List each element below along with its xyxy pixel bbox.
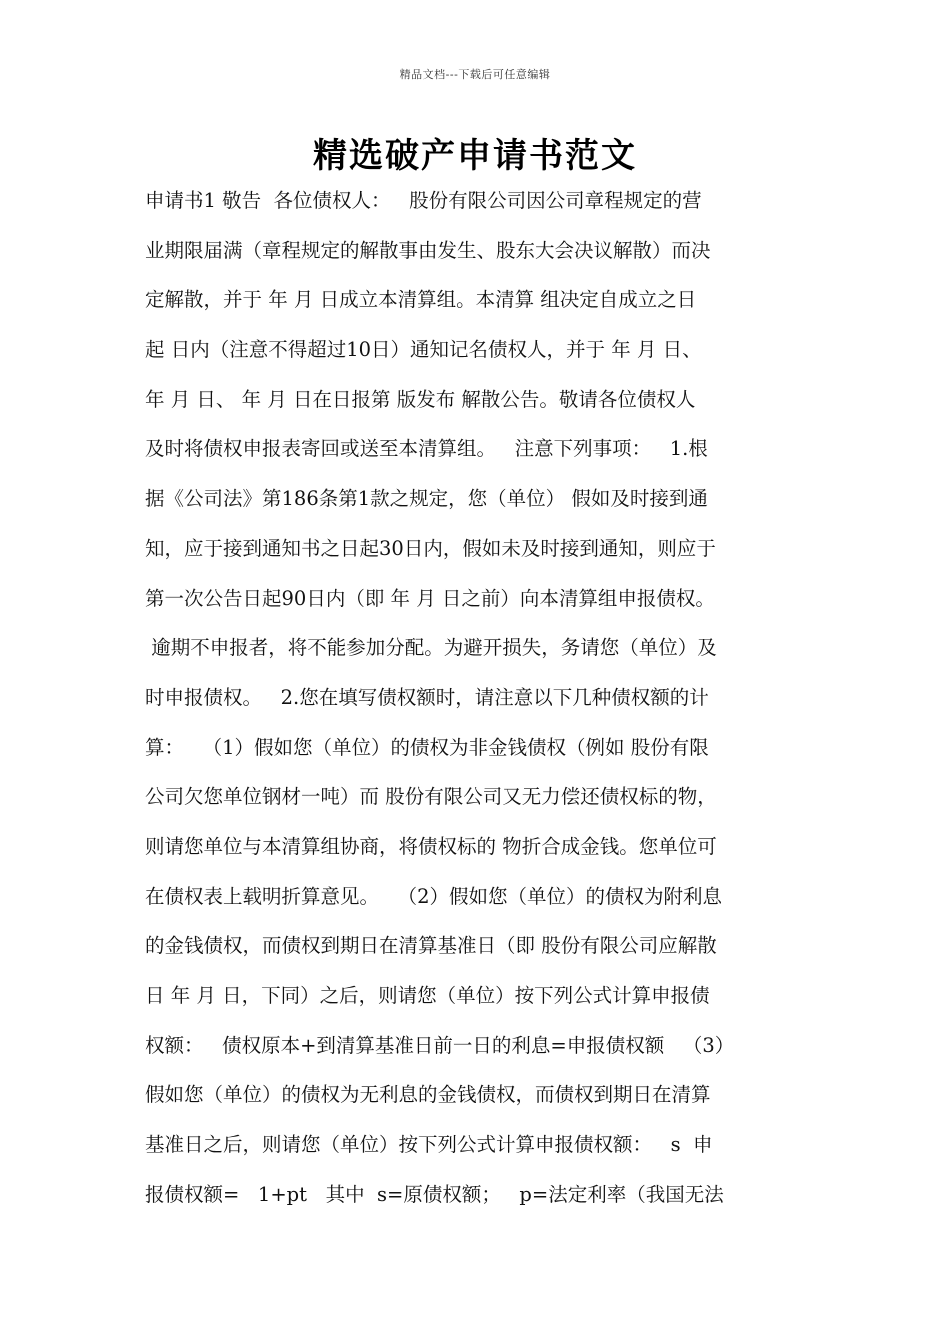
body-line: 假如您（单位）的债权为无利息的金钱债权，而债权到期日在清算: [145, 1083, 711, 1107]
body-line: 据《公司法》第186条第1款之规定，您（单位） 假如及时接到通: [145, 487, 708, 511]
body-line: 报债权额= 1+pt 其中 s=原债权额； p=法定利率（我国无法: [145, 1182, 724, 1206]
body-line: 业期限届满（章程规定的解散事由发生、股东大会决议解散）而决: [145, 238, 711, 262]
body-line: 公司欠您单位钢材一吨）而 股份有限公司又无力偿还债权标的物，: [145, 785, 717, 809]
body-line: 则请您单位与本清算组协商，将债权标的 物折合成金钱。您单位可: [145, 834, 717, 858]
body-line: 起 日内（注意不得超过10日）通知记名债权人，并于 年 月 日、: [145, 338, 702, 362]
body-line: 第一次公告日起90日内（即 年 月 日之前）向本清算组申报债权。: [145, 586, 715, 610]
body-line: 逾期不申报者，将不能参加分配。为避开损失，务请您（单位）及: [145, 636, 717, 660]
body-line: 的金钱债权，而债权到期日在清算基准日（即 股份有限公司应解散: [145, 934, 717, 958]
body-line: 日 年 月 日，下同）之后，则请您（单位）按下列公式计算申报债: [145, 984, 710, 1007]
body-line: 定解散，并于 年 月 日成立本清算组。本清算 组决定自成立之日: [145, 288, 697, 312]
body-line: 及时将债权申报表寄回或送至本清算组。 注意下列事项： 1.根: [145, 437, 708, 461]
body-line: 年 月 日、 年 月 日在日报第 版发布 解散公告。敬请各位债权人: [145, 387, 696, 411]
body-line: 算： （1）假如您（单位）的债权为非金钱债权（例如 股份有限: [145, 735, 709, 759]
document-body: [145, 176, 825, 1219]
document-title: 精选破产申请书范文: [313, 136, 637, 176]
body-line: 时申报债权。 2.您在填写债权额时，请注意以下几种债权额的计: [145, 685, 709, 709]
page-header: 精品文档---下载后可任意编辑: [399, 68, 551, 81]
body-line: 权额： 债权原本+到清算基准日前一日的利息=申报债权额 （3）: [145, 1033, 735, 1057]
body-line: 基准日之后，则请您（单位）按下列公式计算申报债权额： s 申: [145, 1133, 713, 1157]
body-line: 在债权表上载明折算意见。 （2）假如您（单位）的债权为附利息: [145, 884, 723, 908]
body-line: 申请书1 敬告 各位债权人： 股份有限公司因公司章程规定的营: [145, 189, 702, 212]
body-line: 知，应于接到通知书之日起30日内，假如未及时接到通知，则应于: [145, 536, 716, 560]
